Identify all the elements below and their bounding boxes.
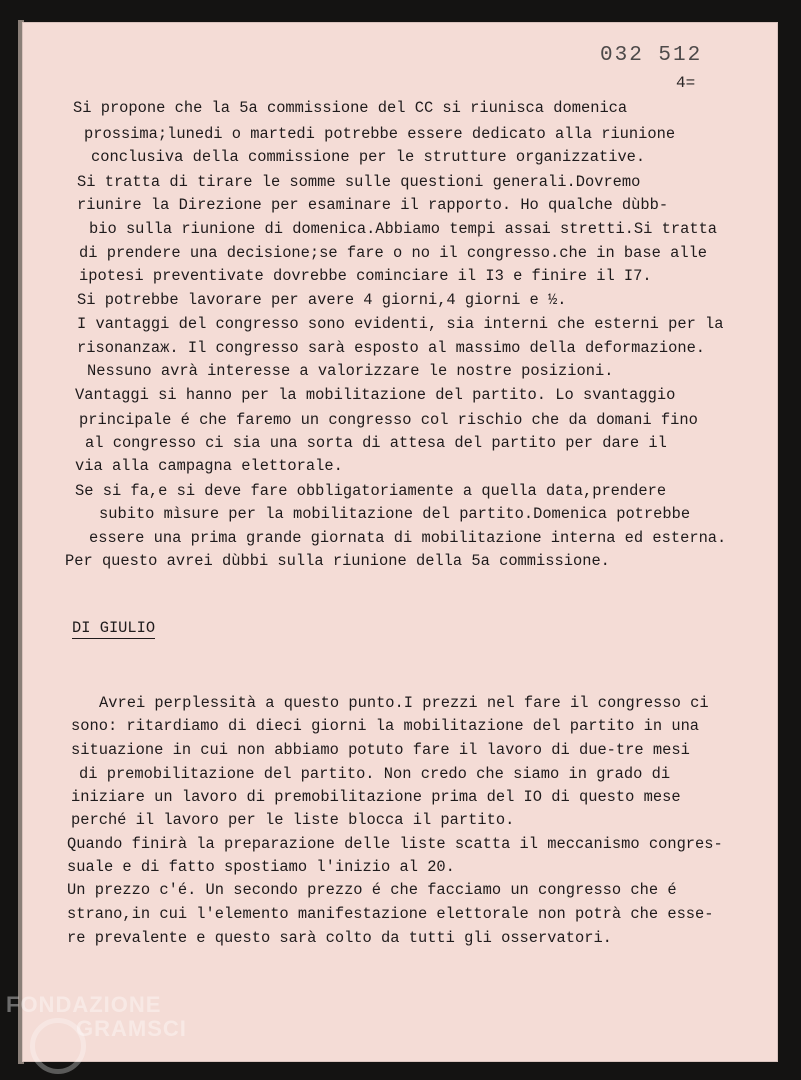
text-line: riunire la Direzione per esaminare il rapporto. Ho qualche dùbb-: [77, 196, 669, 214]
text-line: al congresso ci sia una sorta di attesa del partito per dare il: [85, 434, 667, 452]
text-line: Si propone che la 5a commissione del CC si riunisca domenica: [73, 99, 628, 117]
text-line: situazione in cui non abbiamo potuto fare il lavoro di due-tre mesi: [71, 741, 690, 759]
text-line: di prendere una decisione;se fare o no il congresso.che in base alle: [79, 244, 708, 262]
text-line: subito mìsure per la mobilitazione del partito.Domenica potrebbe: [99, 505, 691, 523]
watermark-line-2: GRAMSCI: [76, 1016, 187, 1041]
text-line: iniziare un lavoro di premobilitazione prima del IO di questo mese: [71, 788, 681, 806]
text-line: conclusiva della commissione per le strutture organizzative.: [91, 148, 646, 166]
text-line: prossima;lunedi o martedi potrebbe essere dedicato alla riunione: [84, 125, 676, 143]
text-line: suale e di fatto spostiamo l'inizio al 20.: [67, 858, 455, 876]
text-line: I vantaggi del congresso sono evidenti, sia interni che esterni per la: [77, 315, 724, 333]
text-line: strano,in cui l'elemento manifestazione elettorale non potrà che esse-: [67, 905, 714, 923]
text-line: Si tratta di tirare le somme sulle questioni generali.Dovremo: [77, 173, 641, 191]
page-number: 4=: [676, 74, 696, 92]
text-line: Quando finirà la preparazione delle liste scatta il meccanismo congres-: [67, 835, 723, 853]
text-line: re prevalente e questo sarà colto da tutti gli osservatori.: [67, 929, 612, 947]
watermark-line-1: FONDAZIONE: [6, 992, 162, 1017]
text-line: essere una prima grande giornata di mobilitazione interna ed esterna.: [89, 529, 727, 547]
text-line: Avrei perplessità a questo punto.I prezzi nel fare il congresso ci: [99, 694, 709, 712]
text-line: risonanzaж. Il congresso sarà esposto al massimo della deformazione.: [77, 339, 706, 357]
text-line: Un prezzo c'é. Un secondo prezzo é che facciamo un congresso che é: [67, 881, 677, 899]
text-line: bio sulla riunione di domenica.Abbiamo tempi assai stretti.Si tratta: [89, 220, 718, 238]
text-line: Si potrebbe lavorare per avere 4 giorni,4 giorni e ½.: [77, 291, 567, 309]
text-line: ipotesi preventivate dovrebbe cominciare il I3 e finire il I7.: [79, 267, 652, 285]
speaker-heading: DI GIULIO: [72, 619, 156, 637]
text-line: Se si fa,e si deve fare obbligatoriamente a quella data,prendere: [75, 482, 667, 500]
text-line: Nessuno avrà interesse a valorizzare le nostre posizioni.: [87, 362, 614, 380]
watermark: [6, 992, 187, 1042]
text-line: principale é che faremo un congresso col rischio che da domani fino: [79, 411, 698, 429]
text-line: Per questo avrei dùbbi sulla riunione della 5a commissione.: [65, 552, 610, 570]
text-line: perché il lavoro per le liste blocca il partito.: [71, 811, 515, 829]
text-line: Vantaggi si hanno per la mobilitazione del partito. Lo svantaggio: [75, 386, 676, 404]
text-line: via alla campagna elettorale.: [75, 457, 343, 475]
text-line: sono: ritardiamo di dieci giorni la mobilitazione del partito in una: [71, 717, 700, 735]
archive-number: 032 512: [600, 44, 703, 67]
text-line: di premobilitazione del partito. Non credo che siamo in grado di: [79, 765, 671, 783]
